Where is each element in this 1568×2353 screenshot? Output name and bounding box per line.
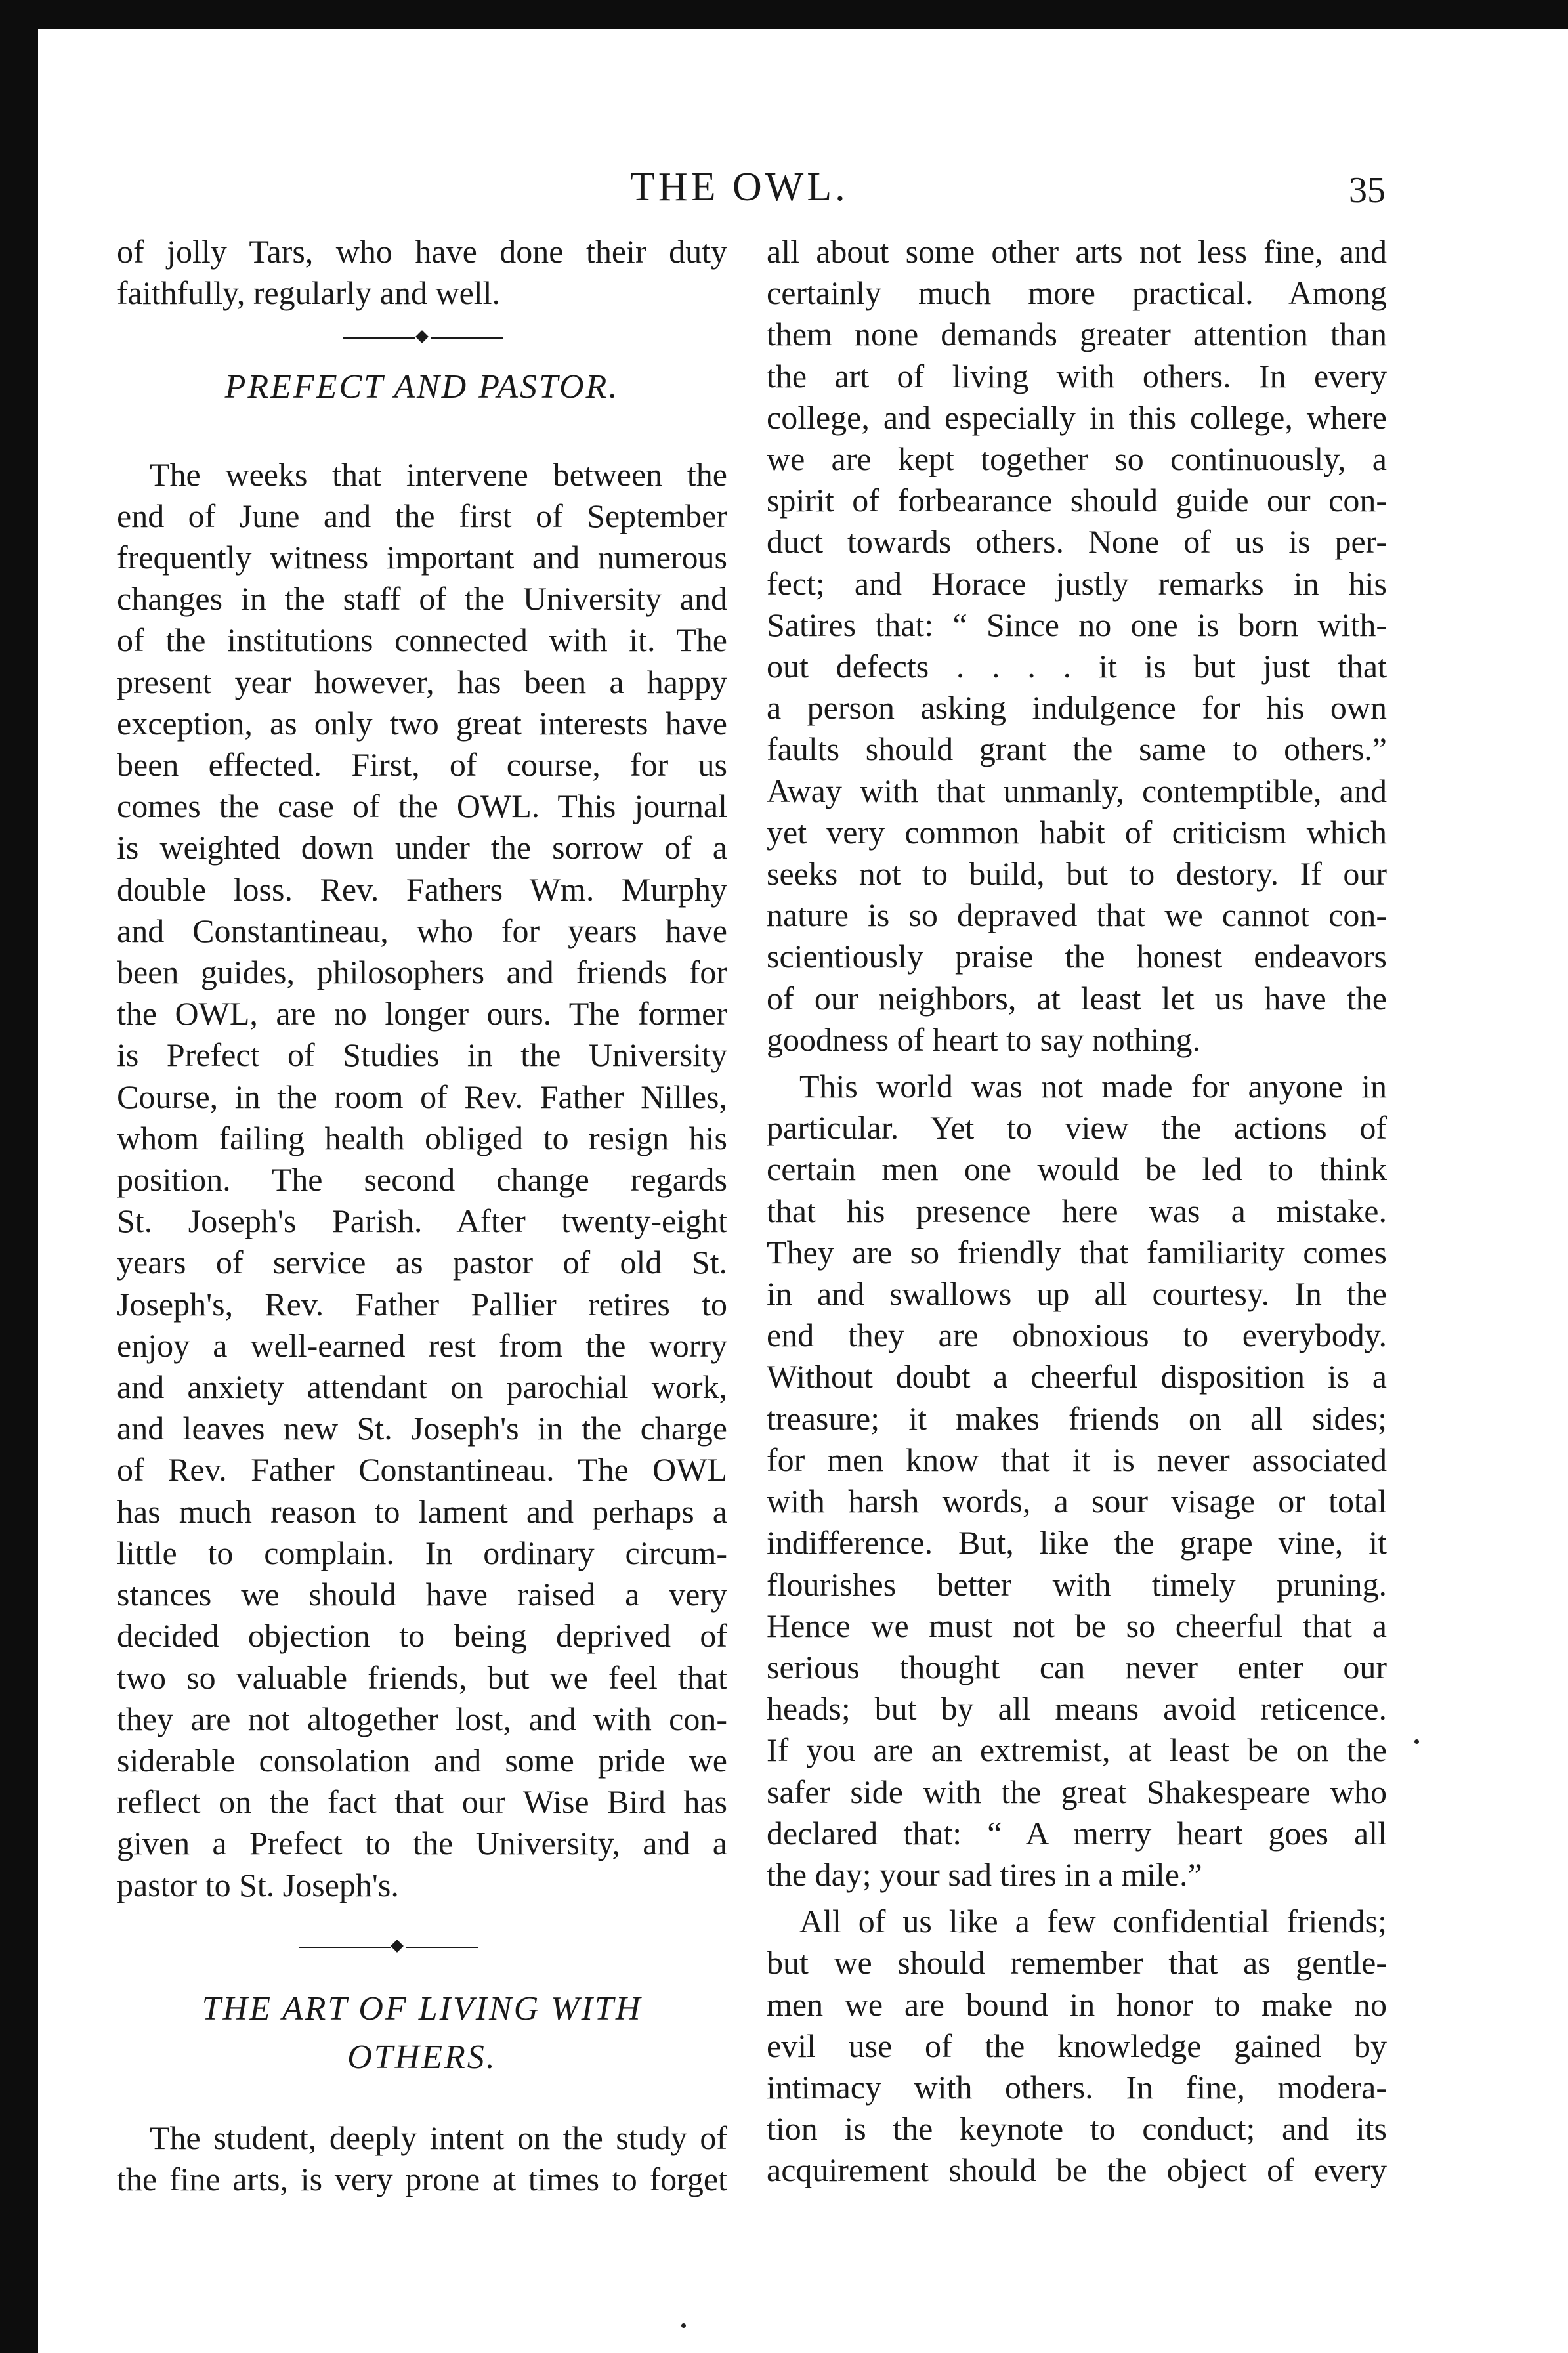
text-line: stances we should have raised a very: [117, 1576, 727, 1613]
text-line: of Rev. Father Constantineau. The OWL: [117, 1451, 727, 1489]
text-line: and anxiety attendant on parochial work,: [117, 1368, 727, 1406]
scan-left-border: [0, 29, 38, 2353]
text-line: men we are bound in honor to make no: [767, 1985, 1387, 2023]
text-line: exception, as only two great interests have: [117, 704, 727, 742]
text-line: faithfully, regularly and well.: [117, 274, 501, 312]
text-line: siderable consolation and some pride we: [117, 1741, 727, 1779]
scan-top-border: [0, 0, 1568, 29]
text-line: Hence we must not be so cheerful that a: [767, 1607, 1387, 1644]
text-line: the day; your sad tires in a mile.”: [767, 1855, 1202, 1893]
text-line: end of June and the first of September: [117, 497, 727, 534]
print-speck: [681, 2323, 686, 2328]
text-line: seeks not to build, but to destory. If our: [767, 855, 1387, 893]
text-line: two so valuable friends, but we feel that: [117, 1659, 727, 1696]
text-line: acquirement should be the object of every: [767, 2152, 1387, 2189]
section-heading-art-of-living: [117, 1985, 727, 2082]
running-header-title: THE OWL.: [630, 165, 849, 209]
text-line: reflect on the fact that our Wise Bird has: [117, 1783, 727, 1821]
section-divider: [117, 314, 727, 362]
text-line: of our neighbors, at least let us have the: [767, 979, 1387, 1017]
text-line: Away with that unmanly, contemptible, and: [767, 772, 1387, 809]
section-divider: [117, 1923, 727, 1972]
text-line: serious thought can never enter our: [767, 1648, 1387, 1685]
text-line: out defects . . . . it is but just that: [767, 648, 1387, 685]
text-line: St. Joseph's Parish. After twenty-eight: [117, 1202, 727, 1240]
text-line: end they are obnoxious to everybody.: [767, 1317, 1387, 1354]
text-line: All of us like a few confidential friends;: [799, 1903, 1387, 1940]
page-number: 35: [1349, 170, 1386, 211]
text-line: college, and especially in this college, where: [767, 398, 1387, 436]
text-line: treasure; it makes friends on all sides;: [767, 1399, 1387, 1437]
text-line: indifference. But, like the grape vine, it: [767, 1524, 1387, 1561]
paragraph: [767, 231, 1387, 1061]
text-line: for men know that it is never associated: [767, 1441, 1387, 1478]
text-line: them none demands greater attention than: [767, 316, 1387, 353]
text-line: certain men one would be led to think: [767, 1151, 1387, 1188]
text-line: evil use of the knowledge gained by: [767, 2027, 1387, 2064]
text-line: enjoy a well-earned rest from the worry: [117, 1326, 727, 1364]
text-line: of jolly Tars, who have done their duty: [117, 233, 727, 270]
text-line: and Constantineau, who for years have: [117, 912, 727, 949]
text-line: in and swallows up all courtesy. In the: [767, 1275, 1387, 1313]
text-line: If you are an extremist, at least be on the: [767, 1731, 1387, 1769]
text-line: tion is the keynote to conduct; and its: [767, 2110, 1387, 2148]
text-line: whom failing health obliged to resign his: [117, 1119, 727, 1156]
heading-line: THE ART OF LIVING WITH: [201, 1989, 643, 2027]
text-line: faults should grant the same to others.”: [767, 731, 1387, 768]
text-line: they are not altogether lost, and with con-: [117, 1700, 727, 1737]
text-line: a person asking indulgence for his own: [767, 689, 1387, 727]
right-column: [767, 231, 1387, 2192]
text-line: the art of living with others. In every: [767, 357, 1387, 394]
text-line: is Prefect of Studies in the University: [117, 1036, 727, 1074]
text-line: has much reason to lament and perhaps a: [117, 1493, 727, 1530]
text-line: but we should remember that as gentle-: [767, 1944, 1387, 1982]
text-line: been effected. First, of course, for us: [117, 746, 727, 784]
text-line: the OWL, are no longer ours. The former: [117, 995, 727, 1032]
text-line: safer side with the great Shakespeare who: [767, 1773, 1387, 1810]
text-line: we are kept together so continuously, a: [767, 440, 1387, 478]
text-line: double loss. Rev. Fathers Wm. Murphy: [117, 870, 727, 908]
text-line: with harsh words, a sour visage or total: [767, 1483, 1387, 1520]
text-line: certainly much more practical. Among: [767, 274, 1387, 312]
text-line: and leaves new St. Joseph's in the charge: [117, 1410, 727, 1447]
text-line: scientiously praise the honest endeavors: [767, 938, 1387, 975]
text-line: present year however, has been a happy: [117, 663, 727, 700]
text-line: years of service as pastor of old St.: [117, 1244, 727, 1281]
text-line: fect; and Horace justly remarks in his: [767, 564, 1387, 602]
text-line: is weighted down under the sorrow of a: [117, 829, 727, 866]
text-line: Without doubt a cheerful disposition is a: [767, 1358, 1387, 1395]
text-line: This world was not made for anyone in: [799, 1068, 1387, 1105]
text-line: of the institutions connected with it. The: [117, 622, 727, 659]
heading-line: OTHERS.: [347, 2038, 497, 2076]
paragraph: [767, 1901, 1387, 2191]
text-line: that his presence here was a mistake.: [767, 1192, 1387, 1229]
paragraph: [117, 2117, 727, 2200]
text-line: changes in the staff of the University and: [117, 580, 727, 618]
text-line: position. The second change regards: [117, 1161, 727, 1198]
text-line: frequently witness important and numerous: [117, 539, 727, 576]
text-line: decided objection to being deprived of: [117, 1617, 727, 1655]
section-heading-prefect-and-pastor: PREFECT AND PASTOR.: [224, 368, 620, 406]
text-line: nature is so depraved that we cannot con-: [767, 897, 1387, 934]
text-line: little to complain. In ordinary circum-: [117, 1534, 727, 1571]
paragraph: [117, 454, 727, 1906]
text-line: particular. Yet to view the actions of: [767, 1109, 1387, 1147]
text-line: goodness of heart to say nothing.: [767, 1021, 1201, 1058]
text-line: been guides, philosophers and friends for: [117, 954, 727, 991]
text-line: intimacy with others. In fine, modera-: [767, 2068, 1387, 2106]
text-line: declared that: “ A merry heart goes all: [767, 1814, 1387, 1852]
text-line: The student, deeply intent on the study of: [150, 2119, 727, 2156]
text-line: yet very common habit of criticism which: [767, 813, 1387, 851]
text-line: all about some other arts not less fine, and: [767, 233, 1387, 270]
text-line: spirit of forbearance should guide our con-: [767, 482, 1387, 519]
text-line: flourishes better with timely pruning.: [767, 1565, 1387, 1603]
text-line: Course, in the room of Rev. Father Nilles,: [117, 1078, 727, 1115]
text-line: They are so friendly that familiarity comes: [767, 1233, 1387, 1271]
text-line: Joseph's, Rev. Father Pallier retires to: [117, 1285, 727, 1323]
text-line: heads; but by all means avoid reticence.: [767, 1690, 1387, 1728]
text-line: given a Prefect to the University, and a: [117, 1825, 727, 1862]
print-speck: [1414, 1739, 1419, 1744]
text-line: pastor to St. Joseph's.: [117, 1866, 399, 1903]
text-line: The weeks that intervene between the: [150, 456, 727, 493]
text-line: comes the case of the OWL. This journal: [117, 788, 727, 825]
text-line: the fine arts, is very prone at times to forget: [117, 2160, 727, 2197]
text-line: Satires that: “ Since no one is born with-: [767, 606, 1387, 643]
text-line: duct towards others. None of us is per-: [767, 523, 1387, 561]
paragraph: [767, 1066, 1387, 1896]
left-column: [117, 231, 727, 2200]
